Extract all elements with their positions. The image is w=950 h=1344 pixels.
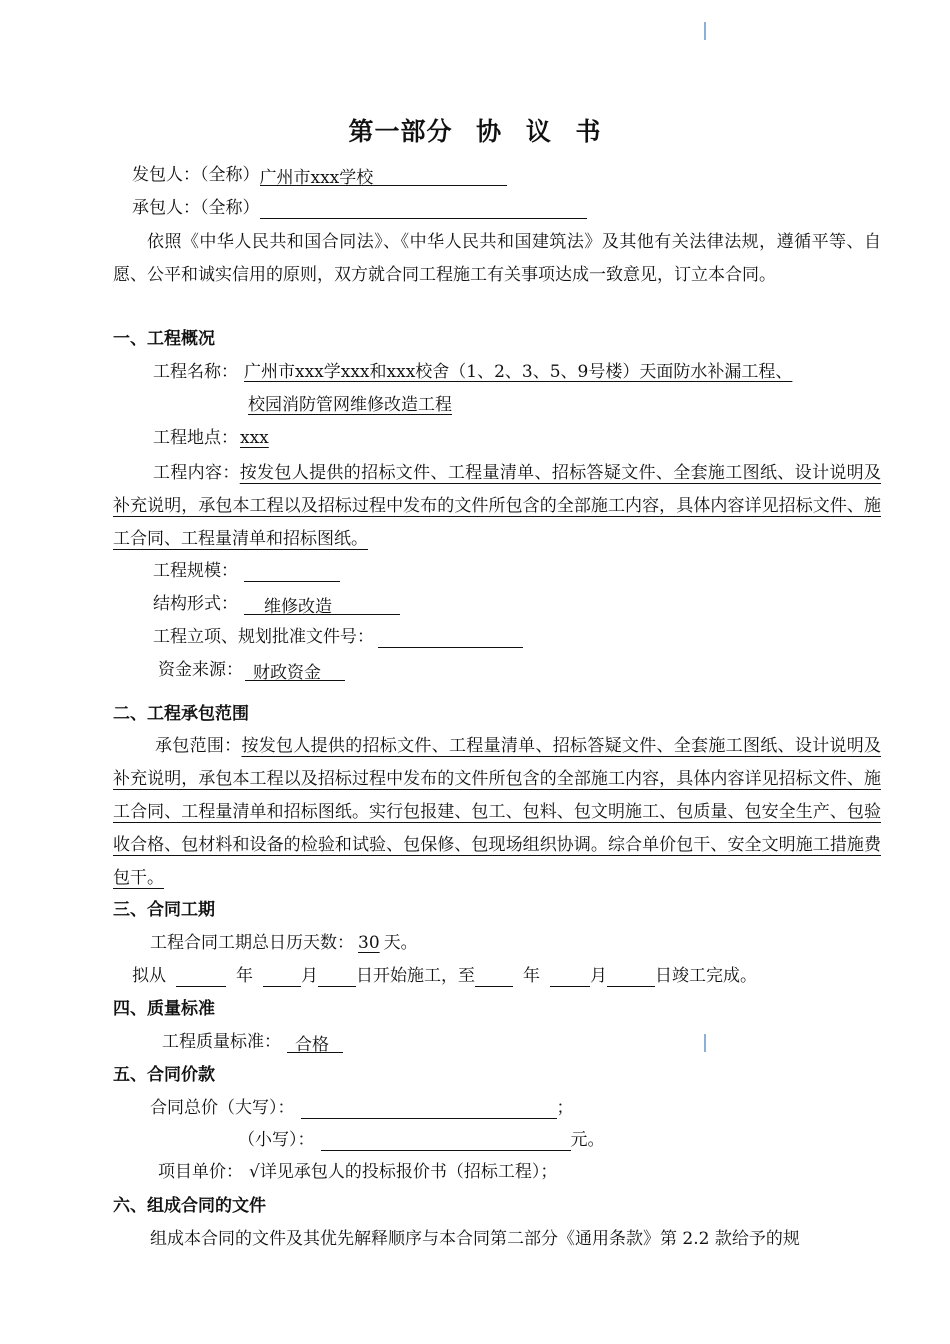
end-month-label: 月	[590, 966, 607, 986]
total-upper-label: 合同总价（大写）：	[150, 1098, 295, 1118]
end-suffix: 日竣工完成。	[655, 966, 757, 986]
duration-line	[150, 932, 418, 954]
quality-field[interactable]	[287, 1034, 343, 1053]
project-location-line	[153, 427, 269, 449]
project-location-value: xxx	[240, 428, 269, 448]
total-lower-label: （小写）：	[238, 1130, 315, 1150]
employer-field[interactable]	[260, 167, 507, 186]
duration-value: 30	[358, 933, 380, 953]
structure-value: 维修改造	[264, 597, 332, 617]
project-location-label: 工程地点：	[153, 428, 238, 448]
funding-label: 资金来源：	[158, 660, 243, 680]
start-suffix: 日开始施工，至	[356, 966, 475, 986]
start-day-field[interactable]	[318, 968, 356, 987]
employer-line	[132, 164, 507, 186]
approval-line	[153, 626, 523, 648]
start-year-field[interactable]	[176, 968, 226, 987]
funding-field[interactable]	[245, 662, 345, 681]
total-upper-line	[150, 1097, 574, 1119]
structure-line	[153, 593, 400, 615]
total-lower-end: 元。	[570, 1130, 605, 1150]
end-year-field[interactable]	[475, 968, 513, 987]
scope-label: 承包范围：	[155, 736, 242, 756]
employer-value: 广州市xxx学校	[259, 168, 374, 188]
project-content-label: 工程内容：	[153, 463, 240, 483]
section1-heading: 一、工程概况	[113, 329, 215, 349]
contractor-line	[132, 197, 587, 219]
schedule-line	[132, 965, 757, 987]
end-month-field[interactable]	[550, 968, 590, 987]
duration-label: 工程合同工期总日历天数：	[150, 933, 354, 953]
approval-field[interactable]	[378, 629, 523, 648]
project-content-value: 按发包人提供的招标文件、工程量清单、招标答疑文件、全套施工图纸、设计说明及补充说明，承包本工程以及招标过程中发布的文件所包含的全部施工内容，具体内容详见招标文件、施工合同、工程量清单和招标图纸。	[113, 463, 882, 549]
quality-value: 合格	[295, 1035, 329, 1055]
quality-line	[162, 1031, 343, 1053]
section6-text: 组成本合同的文件及其优先解释顺序与本合同第二部分《通用条款》第 2.2 款给予的规	[150, 1229, 800, 1249]
funding-line	[158, 659, 345, 681]
unit-price-label: 项目单价：	[158, 1162, 243, 1182]
structure-field[interactable]	[244, 596, 400, 615]
margin-marker-top	[704, 22, 706, 40]
funding-value: 财政资金	[253, 663, 321, 683]
end-year-label: 年	[523, 966, 540, 986]
total-upper-field[interactable]	[301, 1100, 557, 1119]
end-day-field[interactable]	[607, 968, 655, 987]
duration-unit: 天。	[383, 933, 418, 953]
margin-marker-middle	[704, 1034, 706, 1052]
contractor-label: 承包人：（全称）	[132, 198, 260, 218]
section4-heading: 四、质量标准	[113, 999, 215, 1019]
total-lower-field[interactable]	[321, 1132, 571, 1151]
project-name-value-1: 广州市xxx学xxx和xxx校舍（1、2、3、5、9号楼）天面防水补漏工程、	[244, 362, 793, 382]
approval-label: 工程立项、规划批准文件号：	[153, 627, 374, 647]
scope-value: 按发包人提供的招标文件、工程量清单、招标答疑文件、全套施工图纸、设计说明及补充说明，承包本工程以及招标过程中发布的文件所包含的全部施工内容，具体内容详见招标文件、施工合同、工程量清单和招标图纸。实行包报建、包工、包料、包文明施工、包质量、包安全生产、包验收合格、包材料和设备的检验和试验、包保修、包现场组织协调。综合单价包干、安全文明施工措施费包干。	[113, 736, 882, 888]
project-name-value-2: 校园消防管网维修改造工程	[248, 395, 452, 415]
project-name-line2	[248, 394, 452, 416]
project-content	[113, 457, 881, 556]
start-year-label: 年	[236, 966, 253, 986]
unit-price-value: √详见承包人的投标报价书（招标工程）；	[249, 1162, 558, 1182]
total-lower-line	[238, 1129, 605, 1151]
page-title: 第一部分 协 议 书	[348, 117, 602, 146]
project-name-line1	[153, 361, 792, 383]
employer-label: 发包人：（全称）	[132, 165, 260, 185]
preamble: 依照《中华人民共和国合同法》、《中华人民共和国建筑法》及其他有关法律法规，遵循平等、自愿、公平和诚实信用的原则，双方就合同工程施工有关事项达成一致意见，订立本合同。	[113, 232, 881, 285]
project-scale-label: 工程规模：	[153, 561, 238, 581]
quality-label: 工程质量标准：	[162, 1032, 281, 1052]
project-scale-field[interactable]	[244, 563, 340, 582]
unit-price-line	[158, 1161, 557, 1183]
contract-scope	[113, 730, 881, 895]
start-month-label: 月	[301, 966, 318, 986]
total-upper-end: ；	[556, 1098, 574, 1118]
section3-heading: 三、合同工期	[113, 900, 215, 920]
section5-heading: 五、合同价款	[113, 1065, 215, 1085]
contractor-field[interactable]	[260, 200, 587, 219]
project-name-label: 工程名称：	[153, 362, 238, 382]
schedule-prefix: 拟从	[132, 966, 166, 986]
project-scale-line	[153, 560, 340, 582]
section2-heading: 二、工程承包范围	[113, 704, 249, 724]
start-month-field[interactable]	[263, 968, 301, 987]
section6-heading: 六、组成合同的文件	[113, 1196, 266, 1216]
structure-label: 结构形式：	[153, 594, 238, 614]
